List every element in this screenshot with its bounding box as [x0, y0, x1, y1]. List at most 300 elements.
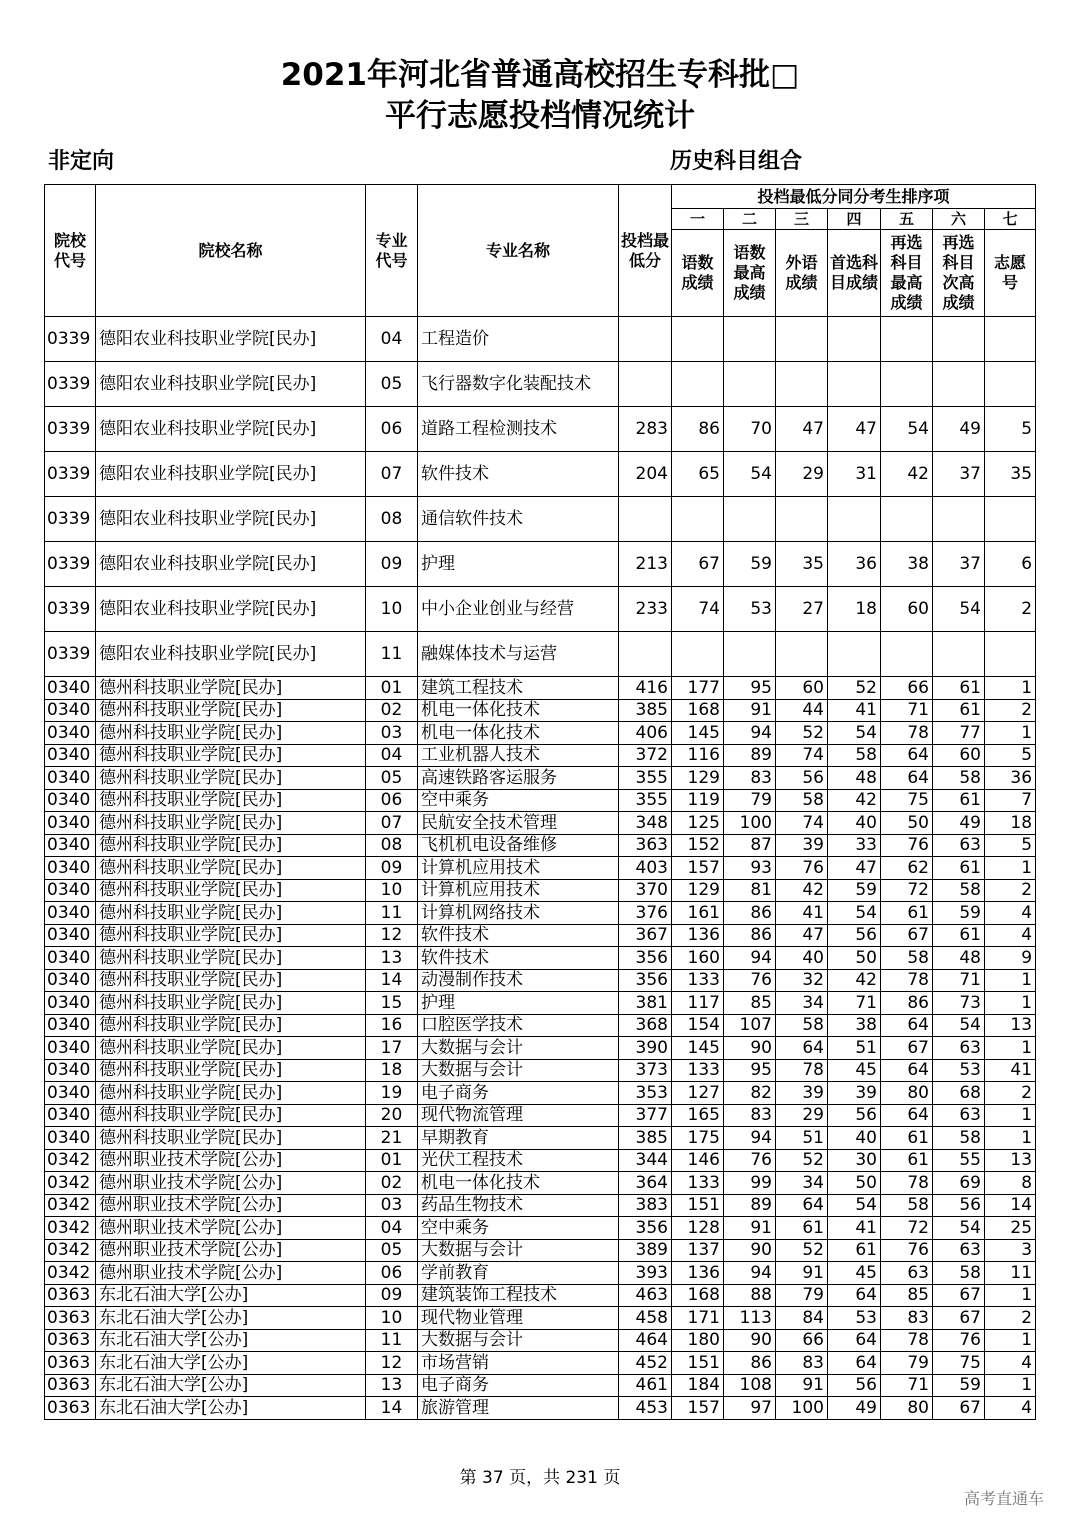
cell-foreign: 76	[776, 857, 828, 880]
header-tiebreak-item: 语数最高成绩	[724, 230, 776, 317]
cell-reselect-second: 69	[933, 1172, 985, 1195]
cell-foreign: 56	[776, 767, 828, 790]
cell-min-score: 376	[619, 902, 672, 925]
cell-reselect-max	[881, 317, 933, 362]
cell-yushu: 136	[672, 924, 724, 947]
cell-yushu-max	[724, 362, 776, 407]
cell-yushu: 168	[672, 699, 724, 722]
cell-first-subject: 48	[828, 767, 881, 790]
cell-foreign: 60	[776, 677, 828, 700]
cell-foreign: 91	[776, 1262, 828, 1285]
cell-reselect-second: 63	[933, 834, 985, 857]
cell-yushu-max: 54	[724, 452, 776, 497]
cell-foreign: 91	[776, 1374, 828, 1397]
cell-reselect-second: 58	[933, 1127, 985, 1150]
cell-school-code: 0340	[45, 1082, 96, 1105]
cell-foreign: 29	[776, 1104, 828, 1127]
cell-major-name: 通信软件技术	[418, 497, 619, 542]
cell-reselect-second: 77	[933, 722, 985, 745]
cell-reselect-max: 75	[881, 789, 933, 812]
cell-school-code: 0340	[45, 677, 96, 700]
cell-choice-no: 1	[985, 722, 1036, 745]
cell-choice-no: 7	[985, 789, 1036, 812]
cell-yushu-max: 86	[724, 1352, 776, 1375]
table-row	[45, 362, 1036, 407]
cell-reselect-second: 63	[933, 1104, 985, 1127]
cell-yushu: 86	[672, 407, 724, 452]
cell-school-name: 德州职业技术学院[公办]	[96, 1172, 366, 1195]
cell-reselect-max: 80	[881, 1082, 933, 1105]
cell-first-subject: 59	[828, 879, 881, 902]
table-row	[45, 1374, 1036, 1397]
cell-reselect-max: 71	[881, 1374, 933, 1397]
cell-yushu: 119	[672, 789, 724, 812]
cell-school-name: 东北石油大学[公办]	[96, 1329, 366, 1352]
cell-first-subject: 38	[828, 1014, 881, 1037]
cell-major-name: 飞机机电设备维修	[418, 834, 619, 857]
cell-school-name: 德阳农业科技职业学院[民办]	[96, 362, 366, 407]
cell-school-code: 0339	[45, 407, 96, 452]
cell-school-name: 德阳农业科技职业学院[民办]	[96, 317, 366, 362]
table-row	[45, 317, 1036, 362]
cell-reselect-second	[933, 632, 985, 677]
header-tiebreak-item: 外语成绩	[776, 230, 828, 317]
cell-first-subject: 39	[828, 1082, 881, 1105]
cell-school-name: 德阳农业科技职业学院[民办]	[96, 452, 366, 497]
cell-yushu: 160	[672, 947, 724, 970]
cell-foreign: 51	[776, 1127, 828, 1150]
cell-yushu-max: 89	[724, 1194, 776, 1217]
cell-reselect-second	[933, 362, 985, 407]
cell-choice-no: 2	[985, 879, 1036, 902]
cell-min-score	[619, 362, 672, 407]
table-row	[45, 812, 1036, 835]
cell-school-name: 德州科技职业学院[民办]	[96, 834, 366, 857]
cell-reselect-second: 73	[933, 992, 985, 1015]
cell-yushu-max: 85	[724, 992, 776, 1015]
header-rank: 三	[776, 209, 828, 230]
cell-reselect-second: 71	[933, 969, 985, 992]
cell-first-subject: 42	[828, 969, 881, 992]
cell-choice-no: 25	[985, 1217, 1036, 1240]
cell-major-code: 14	[366, 1397, 418, 1420]
cell-first-subject: 54	[828, 1194, 881, 1217]
cell-yushu: 129	[672, 879, 724, 902]
header-rank: 五	[881, 209, 933, 230]
cell-major-name: 软件技术	[418, 947, 619, 970]
cell-reselect-max: 64	[881, 1014, 933, 1037]
cell-yushu: 171	[672, 1307, 724, 1330]
cell-yushu-max: 94	[724, 1127, 776, 1150]
cell-major-name: 中小企业创业与经营	[418, 587, 619, 632]
table-row	[45, 744, 1036, 767]
cell-foreign: 100	[776, 1397, 828, 1420]
cell-major-name: 口腔医学技术	[418, 1014, 619, 1037]
cell-major-code: 03	[366, 1194, 418, 1217]
cell-first-subject	[828, 317, 881, 362]
cell-major-code: 10	[366, 1307, 418, 1330]
cell-school-code: 0340	[45, 992, 96, 1015]
table-row	[45, 542, 1036, 587]
cell-choice-no: 1	[985, 677, 1036, 700]
cell-foreign: 64	[776, 1037, 828, 1060]
cell-yushu-max: 76	[724, 969, 776, 992]
cell-major-name: 旅游管理	[418, 1397, 619, 1420]
cell-yushu: 151	[672, 1352, 724, 1375]
cell-yushu	[672, 362, 724, 407]
cell-choice-no: 35	[985, 452, 1036, 497]
page-footer: 第 37 页，共 231 页	[459, 1468, 621, 1488]
cell-school-name: 东北石油大学[公办]	[96, 1307, 366, 1330]
cell-foreign: 61	[776, 1217, 828, 1240]
cell-reselect-second	[933, 317, 985, 362]
cell-first-subject	[828, 632, 881, 677]
cell-choice-no	[985, 632, 1036, 677]
cell-min-score: 452	[619, 1352, 672, 1375]
cell-foreign: 58	[776, 1014, 828, 1037]
table-row	[45, 677, 1036, 700]
cell-school-code: 0340	[45, 834, 96, 857]
cell-school-name: 德州科技职业学院[民办]	[96, 744, 366, 767]
cell-yushu: 129	[672, 767, 724, 790]
cell-reselect-max: 58	[881, 947, 933, 970]
table-row	[45, 969, 1036, 992]
cell-yushu-max: 90	[724, 1239, 776, 1262]
cell-yushu: 165	[672, 1104, 724, 1127]
table-body	[45, 317, 1036, 1420]
cell-choice-no: 2	[985, 699, 1036, 722]
cell-choice-no: 4	[985, 1352, 1036, 1375]
header-rank: 二	[724, 209, 776, 230]
cell-school-code: 0340	[45, 744, 96, 767]
cell-school-name: 德州科技职业学院[民办]	[96, 857, 366, 880]
table-row	[45, 767, 1036, 790]
cell-major-code: 06	[366, 407, 418, 452]
cell-yushu-max: 53	[724, 587, 776, 632]
cell-min-score: 389	[619, 1239, 672, 1262]
table-row	[45, 722, 1036, 745]
table-row	[45, 587, 1036, 632]
cell-reselect-max: 85	[881, 1284, 933, 1307]
cell-min-score: 233	[619, 587, 672, 632]
cell-first-subject: 41	[828, 699, 881, 722]
cell-choice-no: 1	[985, 992, 1036, 1015]
cell-first-subject: 53	[828, 1307, 881, 1330]
cell-reselect-second: 54	[933, 1217, 985, 1240]
cell-major-code: 02	[366, 699, 418, 722]
header-tiebreak-item: 首选科目成绩	[828, 230, 881, 317]
cell-major-code: 12	[366, 924, 418, 947]
cell-reselect-max: 42	[881, 452, 933, 497]
cell-min-score: 372	[619, 744, 672, 767]
cell-major-code: 10	[366, 587, 418, 632]
cell-school-code: 0340	[45, 879, 96, 902]
cell-school-code: 0342	[45, 1262, 96, 1285]
cell-first-subject: 61	[828, 1239, 881, 1262]
table-row	[45, 879, 1036, 902]
cell-reselect-second: 76	[933, 1329, 985, 1352]
cell-min-score: 363	[619, 834, 672, 857]
cell-school-code: 0363	[45, 1329, 96, 1352]
cell-first-subject: 40	[828, 1127, 881, 1150]
cell-major-name: 空中乘务	[418, 789, 619, 812]
cell-foreign: 42	[776, 879, 828, 902]
cell-major-code: 18	[366, 1059, 418, 1082]
cell-reselect-max: 64	[881, 1059, 933, 1082]
table-row	[45, 1059, 1036, 1082]
cell-foreign: 64	[776, 1194, 828, 1217]
table-row	[45, 1149, 1036, 1172]
cell-reselect-second: 56	[933, 1194, 985, 1217]
cell-reselect-max: 66	[881, 677, 933, 700]
header-school-code: 院校代号	[45, 185, 96, 317]
cell-foreign	[776, 497, 828, 542]
cell-min-score: 370	[619, 879, 672, 902]
cell-yushu-max: 89	[724, 744, 776, 767]
cell-reselect-second: 63	[933, 1239, 985, 1262]
cell-foreign: 29	[776, 452, 828, 497]
cell-major-name: 学前教育	[418, 1262, 619, 1285]
cell-major-name: 建筑装饰工程技术	[418, 1284, 619, 1307]
cell-reselect-max: 58	[881, 1194, 933, 1217]
cell-major-name: 工程造价	[418, 317, 619, 362]
cell-school-name: 东北石油大学[公办]	[96, 1374, 366, 1397]
cell-school-name: 德州职业技术学院[公办]	[96, 1217, 366, 1240]
cell-school-code: 0339	[45, 497, 96, 542]
cell-reselect-second: 54	[933, 1014, 985, 1037]
cell-min-score: 204	[619, 452, 672, 497]
cell-reselect-max	[881, 497, 933, 542]
cell-choice-no: 36	[985, 767, 1036, 790]
cell-major-name: 早期教育	[418, 1127, 619, 1150]
table-row	[45, 1172, 1036, 1195]
cell-choice-no: 14	[985, 1194, 1036, 1217]
cell-school-code: 0340	[45, 969, 96, 992]
cell-foreign: 52	[776, 1239, 828, 1262]
cell-major-code: 09	[366, 1284, 418, 1307]
cell-school-code: 0340	[45, 947, 96, 970]
cell-major-name: 机电一体化技术	[418, 699, 619, 722]
cell-min-score: 461	[619, 1374, 672, 1397]
cell-foreign: 79	[776, 1284, 828, 1307]
cell-major-name: 道路工程检测技术	[418, 407, 619, 452]
cell-first-subject: 33	[828, 834, 881, 857]
header-major-code: 专业代号	[366, 185, 418, 317]
cell-major-name: 软件技术	[418, 924, 619, 947]
cell-first-subject: 36	[828, 542, 881, 587]
cell-choice-no: 1	[985, 1374, 1036, 1397]
cell-reselect-max: 64	[881, 744, 933, 767]
cell-school-name: 德州科技职业学院[民办]	[96, 992, 366, 1015]
cell-reselect-max: 63	[881, 1262, 933, 1285]
cell-reselect-max: 83	[881, 1307, 933, 1330]
cell-reselect-second: 59	[933, 1374, 985, 1397]
cell-school-name: 德州科技职业学院[民办]	[96, 722, 366, 745]
cell-reselect-second	[933, 497, 985, 542]
cell-foreign: 41	[776, 902, 828, 925]
cell-yushu: 125	[672, 812, 724, 835]
cell-yushu: 175	[672, 1127, 724, 1150]
cell-foreign: 66	[776, 1329, 828, 1352]
cell-yushu: 133	[672, 1172, 724, 1195]
table-row	[45, 452, 1036, 497]
cell-major-code: 20	[366, 1104, 418, 1127]
cell-yushu: 133	[672, 1059, 724, 1082]
cell-school-code: 0363	[45, 1307, 96, 1330]
header-rank: 一	[672, 209, 724, 230]
cell-school-code: 0340	[45, 699, 96, 722]
table-row	[45, 1217, 1036, 1240]
cell-yushu: 180	[672, 1329, 724, 1352]
cell-reselect-second: 58	[933, 767, 985, 790]
table-row	[45, 1239, 1036, 1262]
cell-reselect-max: 61	[881, 902, 933, 925]
cell-reselect-second: 49	[933, 407, 985, 452]
cell-major-name: 民航安全技术管理	[418, 812, 619, 835]
cell-min-score: 213	[619, 542, 672, 587]
cell-foreign	[776, 362, 828, 407]
cell-first-subject	[828, 497, 881, 542]
cell-major-name: 动漫制作技术	[418, 969, 619, 992]
cell-major-code: 05	[366, 1239, 418, 1262]
cell-choice-no: 5	[985, 834, 1036, 857]
cell-major-code: 04	[366, 1217, 418, 1240]
cell-yushu-max: 100	[724, 812, 776, 835]
cell-yushu: 177	[672, 677, 724, 700]
cell-school-name: 德州科技职业学院[民办]	[96, 879, 366, 902]
cell-school-code: 0340	[45, 1014, 96, 1037]
cell-yushu	[672, 497, 724, 542]
cell-yushu-max	[724, 497, 776, 542]
cell-yushu: 133	[672, 969, 724, 992]
cell-yushu-max: 94	[724, 722, 776, 745]
cell-yushu-max: 91	[724, 699, 776, 722]
cell-yushu: 168	[672, 1284, 724, 1307]
cell-reselect-max: 76	[881, 1239, 933, 1262]
cell-min-score: 383	[619, 1194, 672, 1217]
cell-min-score: 356	[619, 1217, 672, 1240]
cell-school-code: 0363	[45, 1397, 96, 1420]
cell-min-score	[619, 317, 672, 362]
cell-major-code: 06	[366, 1262, 418, 1285]
cell-yushu-max: 82	[724, 1082, 776, 1105]
cell-foreign: 78	[776, 1059, 828, 1082]
cell-reselect-second: 63	[933, 1037, 985, 1060]
table-row	[45, 632, 1036, 677]
cell-foreign: 40	[776, 947, 828, 970]
cell-major-code: 16	[366, 1014, 418, 1037]
cell-min-score: 377	[619, 1104, 672, 1127]
cell-choice-no: 4	[985, 924, 1036, 947]
cell-choice-no	[985, 362, 1036, 407]
cell-major-code: 02	[366, 1172, 418, 1195]
cell-school-name: 德阳农业科技职业学院[民办]	[96, 542, 366, 587]
cell-yushu: 184	[672, 1374, 724, 1397]
cell-yushu-max: 88	[724, 1284, 776, 1307]
cell-choice-no: 11	[985, 1262, 1036, 1285]
cell-school-name: 东北石油大学[公办]	[96, 1284, 366, 1307]
cell-first-subject: 49	[828, 1397, 881, 1420]
cell-reselect-second: 54	[933, 587, 985, 632]
cell-reselect-second: 60	[933, 744, 985, 767]
cell-major-name: 高速铁路客运服务	[418, 767, 619, 790]
cell-first-subject: 30	[828, 1149, 881, 1172]
cell-yushu: 145	[672, 722, 724, 745]
header-tiebreak-group: 投档最低分同分考生排序项	[672, 185, 1036, 209]
cell-yushu	[672, 632, 724, 677]
cell-major-code: 13	[366, 947, 418, 970]
cell-choice-no: 4	[985, 902, 1036, 925]
cell-reselect-max: 61	[881, 1127, 933, 1150]
cell-yushu: 117	[672, 992, 724, 1015]
cell-min-score: 283	[619, 407, 672, 452]
cell-choice-no: 8	[985, 1172, 1036, 1195]
cell-yushu-max: 107	[724, 1014, 776, 1037]
cell-reselect-second: 58	[933, 879, 985, 902]
cell-major-name: 市场营销	[418, 1352, 619, 1375]
cell-yushu-max: 83	[724, 1104, 776, 1127]
cell-yushu: 151	[672, 1194, 724, 1217]
cell-choice-no: 4	[985, 1397, 1036, 1420]
table-row	[45, 1329, 1036, 1352]
cell-yushu: 145	[672, 1037, 724, 1060]
cell-reselect-second: 58	[933, 1262, 985, 1285]
table-row	[45, 1127, 1036, 1150]
cell-major-code: 07	[366, 812, 418, 835]
cell-foreign: 34	[776, 1172, 828, 1195]
cell-school-code: 0339	[45, 317, 96, 362]
cell-foreign: 39	[776, 834, 828, 857]
cell-school-name: 德州科技职业学院[民办]	[96, 812, 366, 835]
cell-yushu-max: 87	[724, 834, 776, 857]
cell-foreign: 35	[776, 542, 828, 587]
cell-choice-no: 2	[985, 1082, 1036, 1105]
cell-school-name: 德阳农业科技职业学院[民办]	[96, 497, 366, 542]
header-tiebreak-item: 再选科目次高成绩	[933, 230, 985, 317]
header-school-name: 院校名称	[96, 185, 366, 317]
cell-major-name: 空中乘务	[418, 1217, 619, 1240]
cell-school-code: 0340	[45, 902, 96, 925]
table-row	[45, 834, 1036, 857]
cell-major-code: 06	[366, 789, 418, 812]
cell-min-score: 385	[619, 699, 672, 722]
cell-school-name: 德州职业技术学院[公办]	[96, 1194, 366, 1217]
cell-major-name: 现代物业管理	[418, 1307, 619, 1330]
table-row	[45, 902, 1036, 925]
cell-choice-no: 1	[985, 1104, 1036, 1127]
table-row	[45, 497, 1036, 542]
cell-foreign: 44	[776, 699, 828, 722]
cell-choice-no: 2	[985, 1307, 1036, 1330]
cell-foreign: 27	[776, 587, 828, 632]
cell-foreign: 47	[776, 407, 828, 452]
cell-yushu-max: 94	[724, 947, 776, 970]
cell-min-score: 367	[619, 924, 672, 947]
cell-first-subject: 45	[828, 1262, 881, 1285]
cell-yushu: 127	[672, 1082, 724, 1105]
cell-school-code: 0339	[45, 542, 96, 587]
cell-school-code: 0363	[45, 1284, 96, 1307]
cell-yushu-max: 99	[724, 1172, 776, 1195]
cell-school-code: 0342	[45, 1239, 96, 1262]
cell-major-code: 12	[366, 1352, 418, 1375]
cell-major-code: 04	[366, 317, 418, 362]
cell-yushu: 157	[672, 857, 724, 880]
cell-choice-no: 1	[985, 1284, 1036, 1307]
table-row	[45, 1014, 1036, 1037]
header-tiebreak-item: 志愿号	[985, 230, 1036, 317]
cell-yushu: 152	[672, 834, 724, 857]
